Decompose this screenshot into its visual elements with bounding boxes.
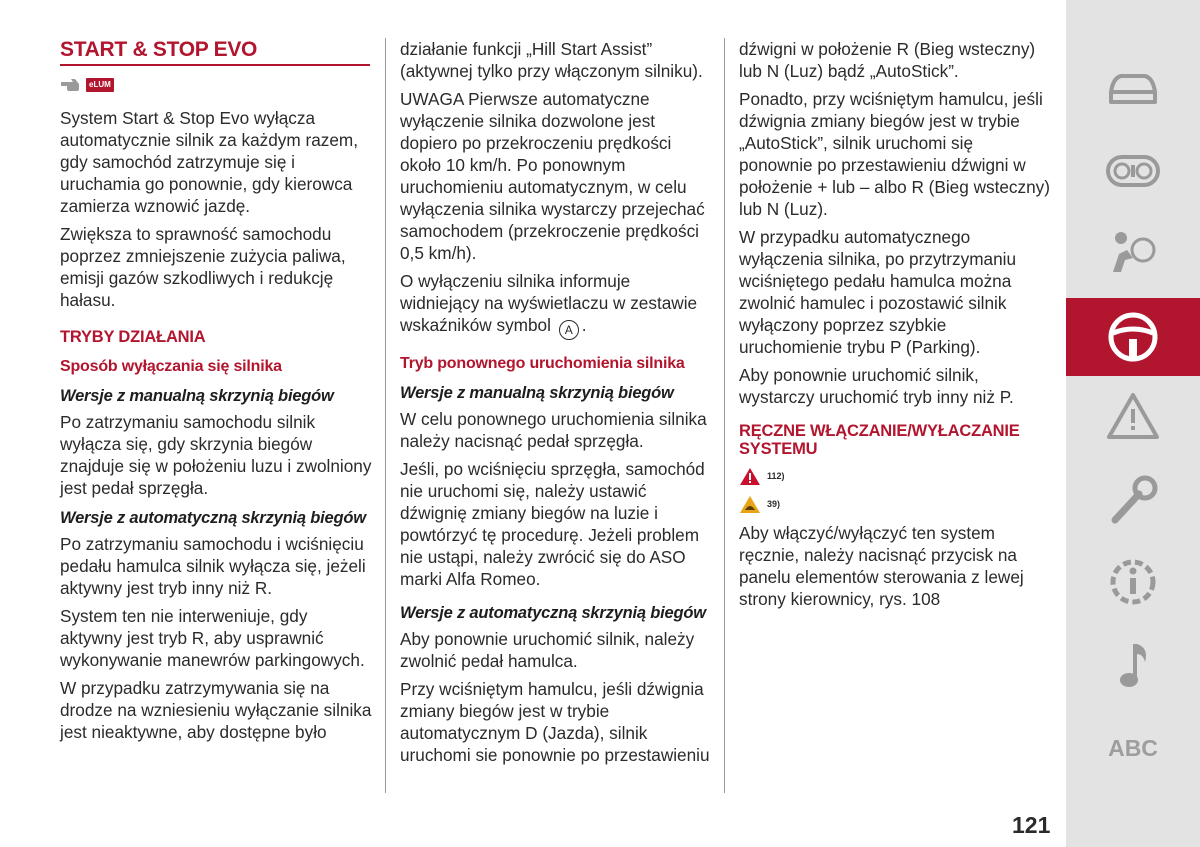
subsection-heading: Tryb ponownego uruchomienia silnika (400, 355, 685, 372)
paragraph: Po zatrzymaniu samochodu silnik wyłącza się, gdy skrzynia biegów znajduje się w położeniu luzu i zwolniony jest pedał sprzęgła. (60, 412, 372, 498)
paragraph: System ten nie interweniuje, gdy aktywny jest tryb R, aby usprawnić wykonywanie manewrów parkingowych. (60, 606, 365, 670)
paragraph: działanie funkcji „Hill Start Assist” (aktywnej tylko przy włączonym silniku). (400, 39, 703, 81)
page-title: START & STOP EVO (60, 38, 370, 66)
column-1 (60, 38, 374, 749)
start-stop-symbol-icon: A (559, 320, 579, 340)
chapter-tab-instruments[interactable] (1066, 135, 1200, 207)
airbag-icon (1105, 228, 1161, 276)
variant-heading: Wersje z automatyczną skrzynią biegów (400, 604, 706, 622)
paragraph: W przypadku zatrzymywania się na drodze na wzniesieniu wyłączanie silnika jest nieaktywne, aby dostępne było (60, 678, 372, 742)
applicability-row (60, 75, 374, 95)
variant-heading: Wersje z automatyczną skrzynią biegów (60, 509, 366, 527)
paragraph-text: O wyłączeniu silnika informuje widniejący na wyświetlaczu w zestawie wskaźników symbol (400, 271, 698, 335)
warning-ref-number: 112) (767, 471, 785, 481)
column-divider (724, 38, 725, 793)
chapter-tab-safety[interactable] (1066, 216, 1200, 288)
variant-heading: Wersje z manualną skrzynią biegów (400, 384, 674, 402)
chapter-tab-maintenance[interactable] (1066, 464, 1200, 536)
chapter-tab-vehicle[interactable] (1066, 54, 1200, 126)
variant-heading: Wersje z manualną skrzynią biegów (60, 387, 334, 405)
paragraph: W celu ponownego uruchomienia silnika należy nacisnąć pedał sprzęgła. (400, 409, 707, 451)
chapter-tab-driving[interactable] (1066, 298, 1200, 376)
subsection-heading: Sposób wyłączania się silnika (60, 358, 282, 375)
caution-triangle-icon (739, 495, 761, 514)
index-abc-label: ABC (1108, 734, 1158, 761)
chapter-tab-technical[interactable] (1066, 546, 1200, 618)
elum-badge: eLUM (86, 78, 114, 92)
column-3 (739, 38, 1051, 616)
danger-triangle-icon (739, 467, 761, 486)
paragraph: Jeśli, po wciśnięciu sprzęgła, samochód nie uruchomi się, należy ustawić dźwignię zmiany biegów na luzie i powtórzyć tę procedurę. Jeżeli problem nie ustąpi, należy zwrócić się do ASO marki Alfa Romeo. (400, 459, 705, 589)
paragraph: Zwiększa to sprawność samochodu poprzez zmniejszenie zużycia paliwa, emisji gazów szkodliwych i redukcję hałasu. (60, 224, 346, 310)
section-heading: TRYBY DZIAŁANIA (60, 328, 206, 346)
paragraph: Przy wciśniętym hamulcu, jeśli dźwignia zmiany biegów jest w trybie automatycznym D (Jazda), silnik uruchomi sie ponownie po przestawieniu (400, 679, 710, 765)
dashboard-icon (1105, 151, 1161, 191)
wrench-icon (1105, 472, 1161, 528)
page-number: 121 (1012, 812, 1051, 838)
steering-wheel-icon (1105, 309, 1161, 365)
music-icon (1105, 636, 1161, 692)
paragraph-text: . (581, 315, 587, 335)
paragraph: dźwigni w położenie R (Bieg wsteczny) lub N (Luz) bądź „AutoStick”. (739, 39, 1036, 81)
paragraph: Aby włączyć/wyłączyć ten system ręcznie, należy nacisnąć przycisk na panelu elementów sterowania z lewej strony kierownicy, rys. 108 (739, 523, 1024, 609)
section-heading: RĘCZNE WŁĄCZANIE/WYŁACZANIE SYSTEMU (739, 422, 1020, 458)
column-2 (400, 38, 712, 772)
warning-icon (1105, 391, 1161, 441)
paragraph: Po zatrzymaniu samochodu i wciśnięciu pedału hamulca silnik wyłącza się, jeżeli aktywny jest tryb inny niż R. (60, 534, 366, 598)
paragraph: Aby ponownie uruchomić silnik, należy zwolnić pedał hamulca. (400, 629, 695, 671)
column-divider (385, 38, 386, 793)
caution-reference (739, 494, 1051, 514)
chapter-sidebar (1066, 0, 1200, 847)
caution-ref-number: 39) (767, 499, 781, 509)
car-icon (1105, 70, 1161, 110)
chapter-tab-index[interactable] (1066, 712, 1200, 784)
paragraph (400, 270, 712, 340)
chapter-tab-emergency[interactable] (1066, 380, 1200, 452)
warning-reference (739, 466, 1051, 486)
info-icon (1105, 554, 1161, 610)
paragraph: UWAGA Pierwsze automatyczne wyłączenie silnika dozwolone jest dopiero po przekroczeniu prędkości około 10 km/h. Po ponownym uruchomieniu automatycznym, w celu wyłączenia silnika wystarczy przejechać samochodem (przekroczenie prędkości 0,5 km/h). (400, 89, 705, 263)
paragraph: System Start & Stop Evo wyłącza automatycznie silnik za każdym razem, gdy samochód zatrzymuje się i uruchamia go ponownie, gdy kierowca zamierza wznowić jazdę. (60, 108, 359, 216)
paragraph: Ponadto, przy wciśniętym hamulcu, jeśli dźwignia zmiany biegów jest w trybie „AutoStick”, silnik uruchomi się ponownie po przestawieniu dźwigni w położenie + lub – albo R (Bieg wsteczny) lub N (Luz). (739, 89, 1050, 219)
pointing-hand-icon (60, 78, 82, 92)
chapter-tab-multimedia[interactable] (1066, 628, 1200, 700)
paragraph: W przypadku automatycznego wyłączenia silnika, po przytrzymaniu wciśniętego pedału hamulca można zwolnić hamulec i pozostawić silnik wyłączony poprzez szybkie uruchomienie trybu P (Parking). (739, 227, 1017, 357)
paragraph: Aby ponownie uruchomić silnik, wystarczy uruchomić tryb inny niż P. (739, 365, 1014, 407)
